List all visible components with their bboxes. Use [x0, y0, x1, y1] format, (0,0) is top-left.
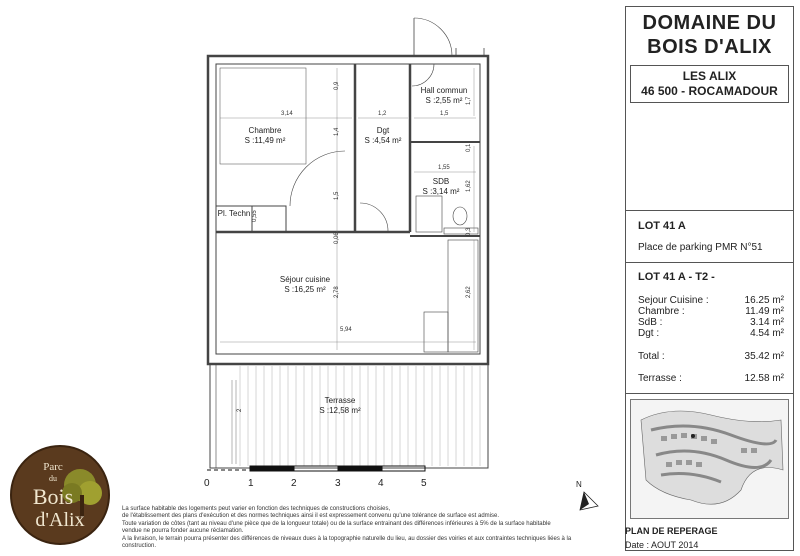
room-chambre-name: Chambre	[248, 126, 282, 135]
dim-label: 0,55	[252, 210, 258, 222]
scale-label: 0	[204, 478, 210, 489]
room-hall-area: S :2,55 m²	[425, 96, 463, 105]
room-dgt-area: S :4,54 m²	[364, 136, 402, 145]
dim-label: 2	[237, 408, 243, 412]
scale-label: 3	[335, 478, 341, 489]
room-dgt	[360, 126, 406, 146]
room-sejour-name: Séjour cuisine	[279, 275, 331, 284]
dim-label: 1,55	[438, 165, 450, 171]
logo-text-du: du	[49, 474, 57, 483]
room-hall	[414, 86, 474, 106]
divider	[626, 393, 793, 394]
disclaimer-line: construction.	[122, 543, 157, 550]
dim-label: 2,62	[466, 286, 472, 298]
dim-label: 1,7	[466, 96, 472, 105]
disclaimer	[122, 506, 602, 550]
surface-row	[638, 306, 784, 317]
site-plan-date: Date : AOUT 2014	[625, 540, 699, 550]
room-chambre	[240, 126, 290, 146]
room-sdb	[418, 177, 464, 197]
scale-label: 4	[378, 478, 384, 489]
dim-label: 0,3	[466, 227, 472, 236]
dim-label: 1,5	[440, 111, 449, 117]
room-sdb-name: SDB	[432, 177, 450, 186]
surface-row	[638, 317, 784, 328]
logo-text-parc: Parc	[43, 461, 63, 473]
total-row	[638, 351, 784, 362]
logo	[10, 445, 110, 545]
room-terrasse-name: Terrasse	[324, 396, 356, 405]
room-techn-name: Pl. Techn	[217, 209, 251, 218]
dim-label: 1,2	[378, 111, 387, 117]
divider	[626, 262, 793, 263]
site-plan-caption: PLAN DE REPERAGE	[625, 526, 718, 536]
surface-value: 3.14 m²	[750, 317, 784, 328]
room-terrasse-area: S :12,58 m²	[319, 406, 361, 415]
dim-label: 5,94	[340, 327, 352, 333]
dim-label: 0,1	[466, 143, 472, 152]
surface-label: SdB :	[638, 317, 663, 328]
dim-label: 3,14	[281, 111, 293, 117]
room-techn	[216, 209, 252, 219]
lot-type: LOT 41 A - T2 -	[638, 271, 715, 283]
scale-label: 2	[291, 478, 297, 489]
disclaimer-line: vendue ne pourra fonder aucune réclamation.	[122, 528, 244, 535]
logo-text-bois: Bois	[32, 484, 74, 509]
disclaimer-line: A la livraison, le terrain pourra présenter des différences de niveaux dues à la topographie naturelle du lieu, au dossier des voiries et aux contraintes techniques liées à la	[122, 535, 572, 542]
surface-row	[638, 295, 784, 306]
dim-label: 1,5	[334, 191, 340, 200]
room-hall-name: Hall commun	[420, 86, 468, 95]
disclaimer-line: Toute variation de côtes (tant au niveau d'une pièce que de la longueur totale) ou de la surface entrainant des différences inférieures à 5% de la surface habitable	[122, 520, 551, 527]
surface-value: 16.25 m²	[744, 295, 784, 306]
site-plan-map	[630, 399, 789, 519]
total-value: 35.42 m²	[744, 351, 784, 362]
surface-value: 11.49 m²	[745, 306, 784, 317]
parking-text: Place de parking PMR N°51	[638, 242, 763, 253]
surface-value: 4.54 m²	[750, 328, 784, 339]
dim-label: 1,62	[466, 180, 472, 192]
disclaimer-line: La surface habitable des logements peut varier en fonction des techniques de constructions choisies,	[122, 506, 391, 512]
info-panel	[625, 6, 794, 551]
terrace-label: Terrasse :	[638, 373, 682, 384]
address-line1: LES ALIX	[682, 69, 737, 83]
room-terrasse	[310, 396, 370, 416]
dim-label: 1,4	[334, 127, 340, 136]
total-label: Total :	[638, 351, 665, 362]
room-sejour-area: S :16,25 m²	[284, 285, 326, 294]
room-sdb-area: S :3,14 m²	[422, 187, 460, 196]
address-box	[630, 65, 789, 103]
disclaimer-line: de l'établissement des plans d'exécution et des normes techniques ainsi il est expressement convenu qu'une tolérance de surface est admise.	[122, 513, 499, 520]
surface-row	[638, 328, 784, 339]
terrace-row	[638, 373, 784, 384]
room-sejour	[270, 275, 340, 295]
dim-label: 0,9	[334, 81, 340, 90]
divider	[626, 210, 793, 211]
north-label: N	[576, 480, 582, 489]
site-plan-image	[631, 400, 788, 518]
surface-label: Chambre :	[638, 306, 685, 317]
terrace-value: 12.58 m²	[744, 373, 784, 384]
surface-label: Dgt :	[638, 328, 660, 339]
address-line2: 46 500 - ROCAMADOUR	[641, 84, 778, 98]
surface-label: Sejour Cuisine :	[638, 295, 709, 306]
dim-label: 2,78	[334, 286, 340, 298]
logo-text-alix: d'Alix	[35, 509, 85, 531]
dim-label: 0,06	[334, 232, 340, 244]
project-title: DOMAINE DU BOIS D'ALIX	[642, 12, 777, 58]
lot-title: LOT 41 A	[638, 220, 686, 232]
room-dgt-name: Dgt	[376, 126, 390, 135]
scale-label: 5	[421, 478, 427, 489]
room-chambre-area: S :11,49 m²	[244, 136, 286, 145]
scale-label: 1	[248, 478, 254, 489]
